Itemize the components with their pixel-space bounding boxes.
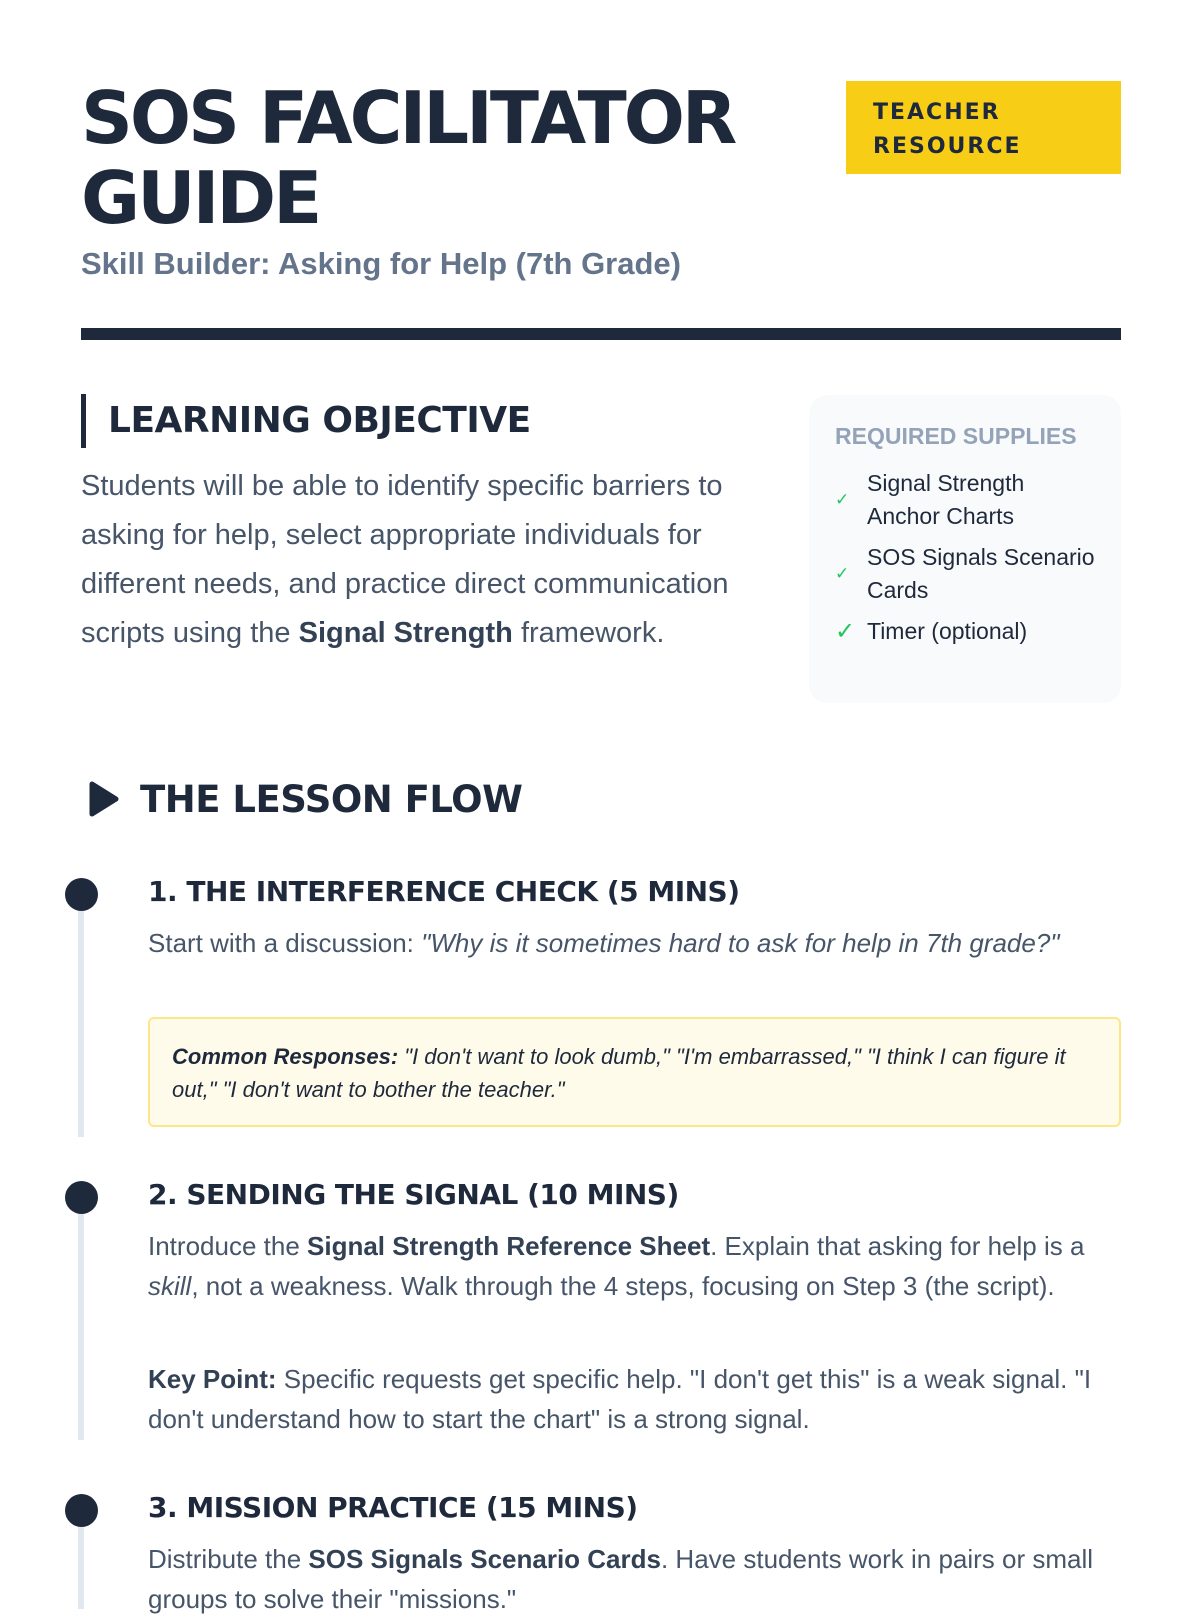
common-responses-callout: Common Responses: "I don't want to look dumb," "I'm embarrassed," "I think I can figure it out," "I don't want to bother the teacher." [148, 1017, 1121, 1127]
lesson-flow-heading [86, 772, 522, 826]
step-title: 2. SENDING THE SIGNAL (10 MINS) [148, 1178, 679, 1211]
timeline-dot [65, 878, 98, 911]
step-text: Start with a discussion: "Why is it sometimes hard to ask for help in 7th grade?" [148, 928, 1060, 958]
step-text: Distribute the SOS Signals Scenario Cards. Have students work in pairs or small groups to solve their "missions." [148, 1544, 1094, 1614]
page-title: SOS FACILITATOR GUIDE [81, 76, 735, 240]
timeline-rail [78, 893, 84, 1137]
required-supplies-panel [809, 395, 1121, 703]
teacher-resource-badge: TEACHER RESOURCE [846, 81, 1121, 174]
check-icon: ✓ [835, 564, 850, 583]
timeline-dot [65, 1181, 98, 1214]
timeline-rail [78, 1196, 84, 1440]
framework-name: Signal Strength [298, 617, 513, 649]
supplies-title: REQUIRED SUPPLIES [835, 423, 1077, 449]
page-subtitle: Skill Builder: Asking for Help (7th Grade) [81, 246, 681, 281]
supply-item [835, 467, 1095, 533]
key-point-text: Key Point: Specific requests get specific help. "I don't get this" is a weak signal. "I don't understand how to start the chart" is a strong signal. [148, 1364, 1092, 1434]
objective-text: Students will be able to identify specific barriers to asking for help, select appropriate individuals for different needs, and practice direct communication scripts using the Signal Strength framework. [81, 470, 729, 649]
check-icon: ✓ [835, 490, 850, 509]
step-title: 3. MISSION PRACTICE (15 MINS) [148, 1491, 638, 1524]
supply-label: Timer (optional) [867, 618, 1028, 644]
supply-item [835, 541, 1095, 607]
step-text: Introduce the Signal Strength Reference Sheet. Explain that asking for help is a skill, not a weakness. Walk through the 4 steps, focusing on Step 3 (the script). [148, 1231, 1085, 1301]
objective-heading: LEARNING OBJECTIVE [81, 394, 531, 448]
play-icon [86, 781, 120, 817]
supply-label: Signal Strength Anchor Charts [867, 470, 1025, 529]
header-divider [81, 328, 1121, 340]
step-title: 1. THE INTERFERENCE CHECK (5 MINS) [148, 875, 740, 908]
check-icon: ✓ [835, 618, 856, 645]
lesson-flow-title: THE LESSON FLOW [140, 777, 523, 821]
supply-item [835, 615, 1095, 648]
timeline-dot [65, 1494, 98, 1527]
supply-label: SOS Signals Scenario Cards [867, 544, 1095, 603]
